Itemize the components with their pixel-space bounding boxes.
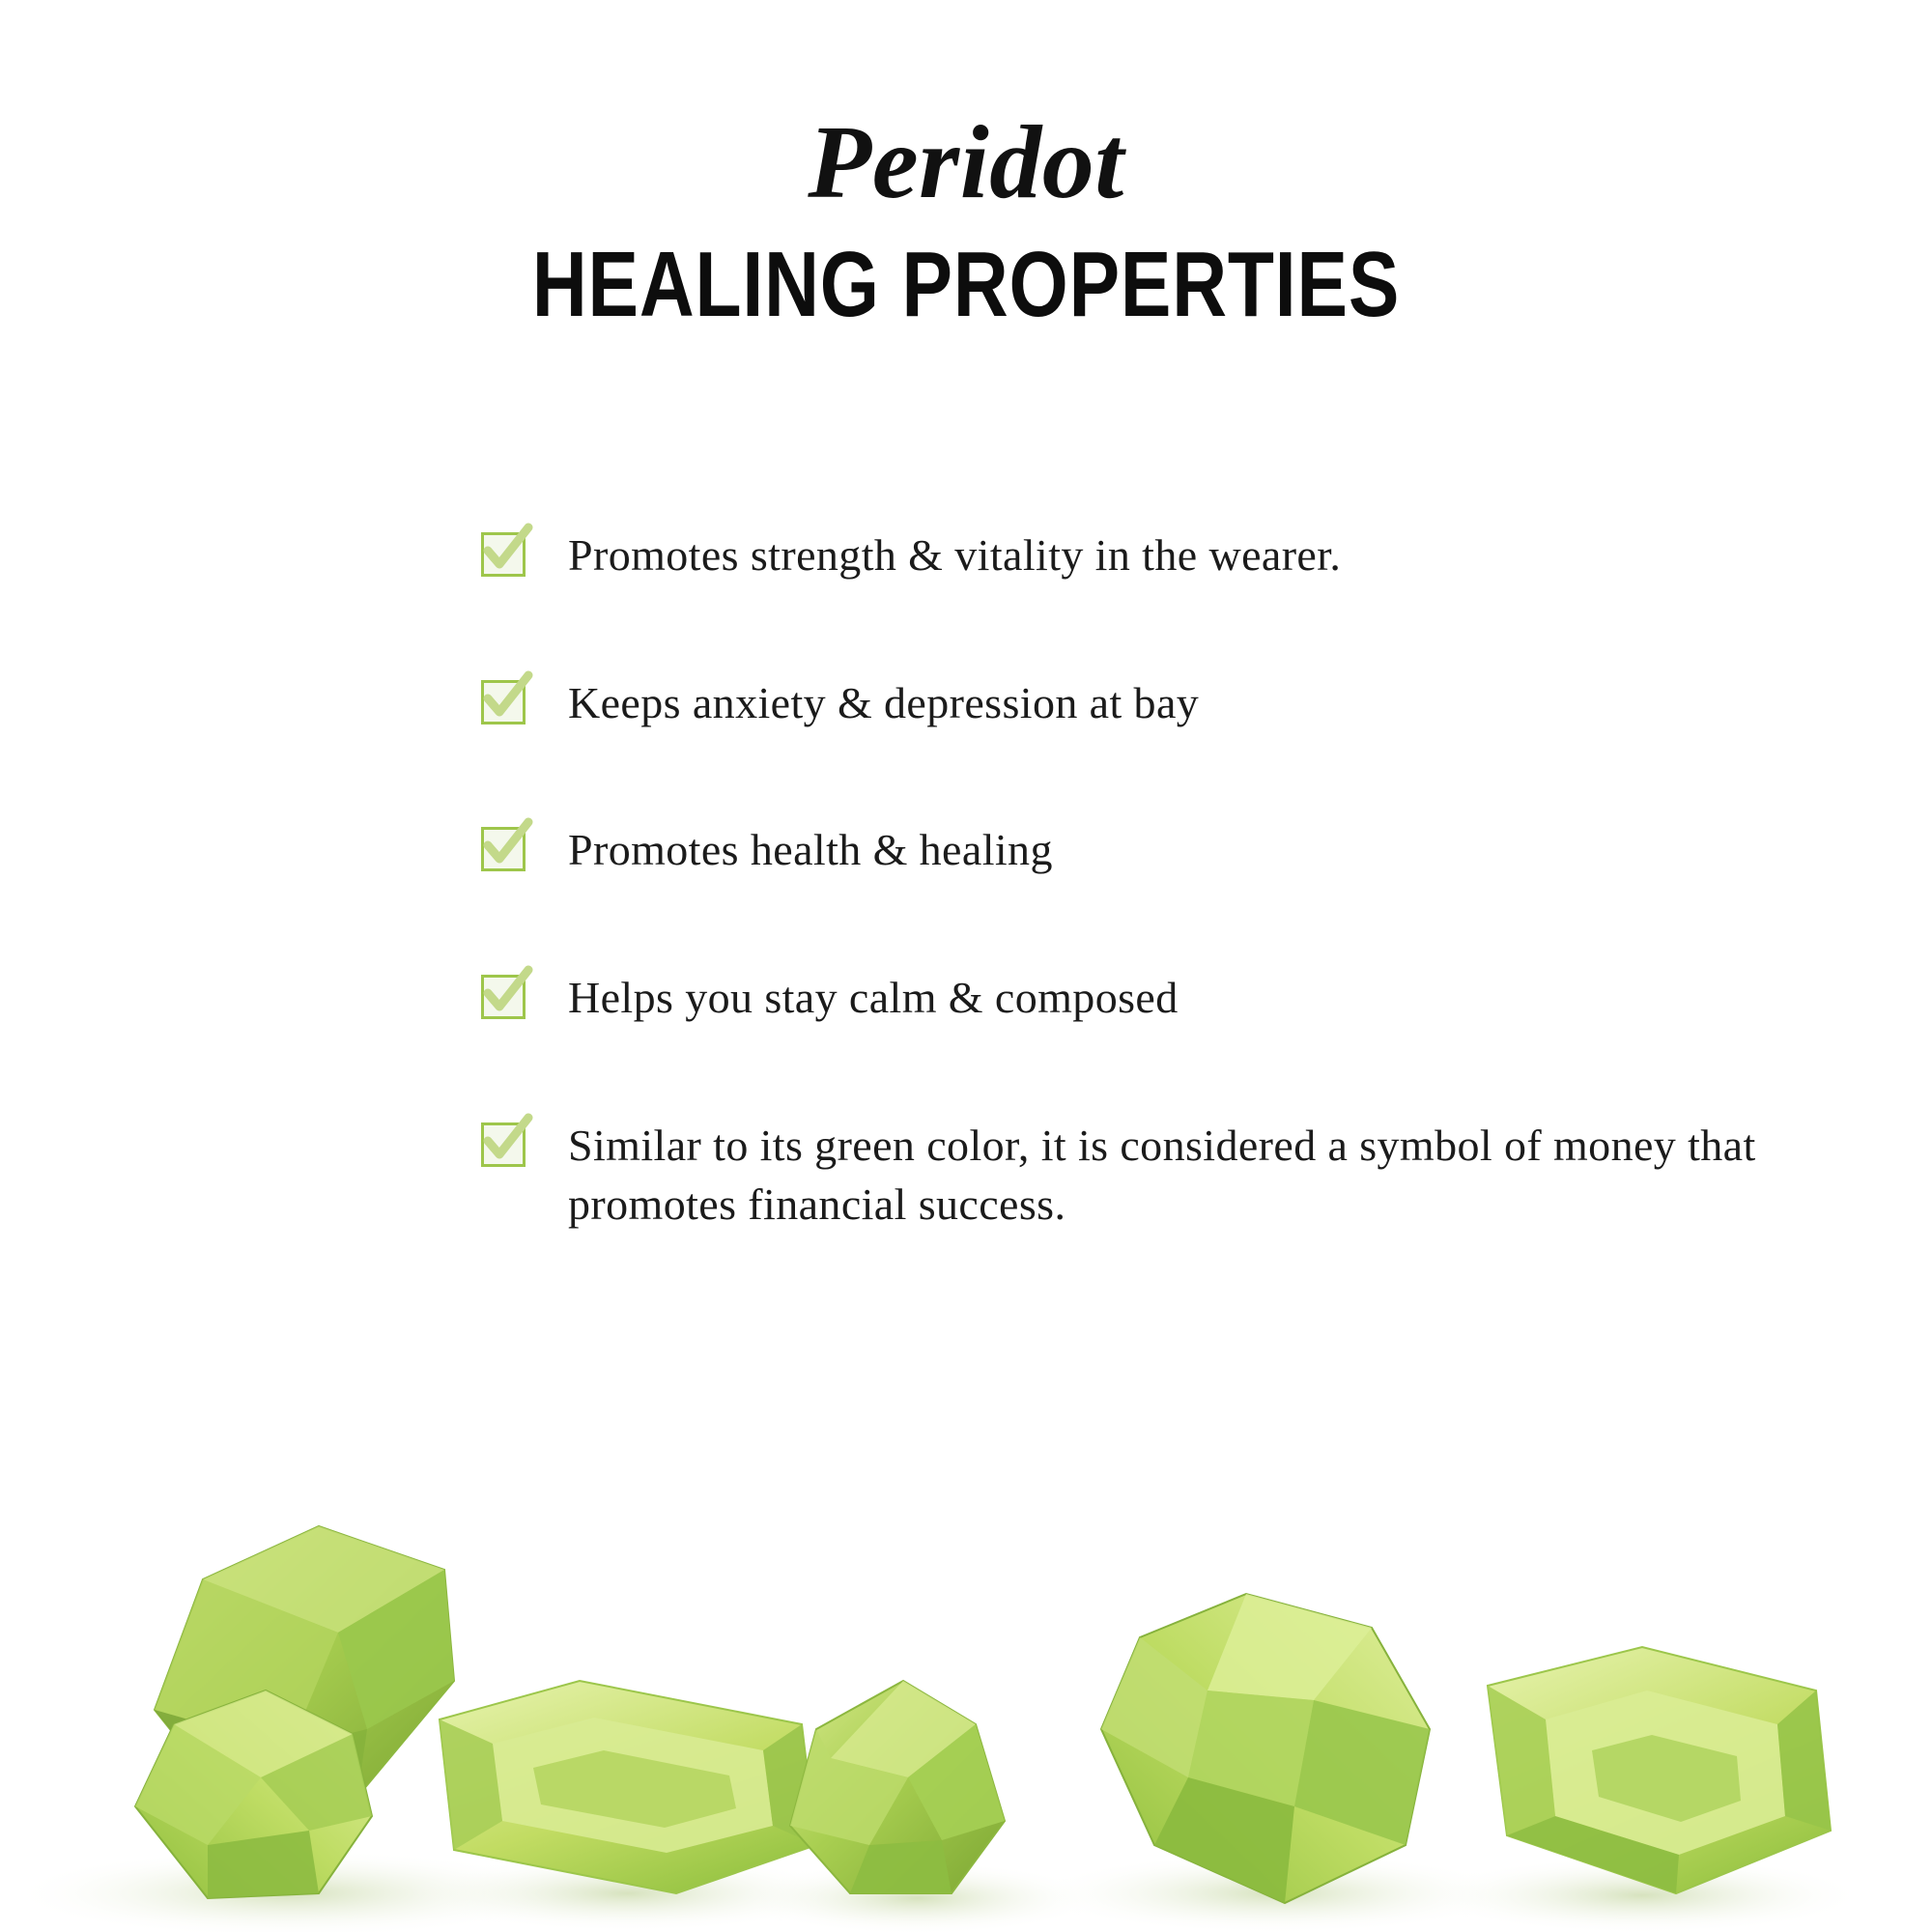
gem-emerald-baguette xyxy=(440,1681,816,1893)
page-title-script: Peridot xyxy=(808,105,1124,220)
list-item-label: Helps you stay calm & composed xyxy=(568,973,1179,1023)
checkmark-icon xyxy=(481,532,526,577)
checkmark-icon xyxy=(481,827,526,871)
list-item xyxy=(481,821,1814,880)
gem-heart xyxy=(1101,1594,1430,1903)
poster-header xyxy=(0,0,1932,337)
list-item xyxy=(481,1117,1814,1234)
gem-princess-square xyxy=(1488,1647,1831,1893)
healing-properties-list xyxy=(481,526,1814,1234)
checkmark-icon xyxy=(481,975,526,1019)
list-item-label: Promotes health & healing xyxy=(568,825,1053,875)
list-item-label: Keeps anxiety & depression at bay xyxy=(568,677,1200,727)
list-item xyxy=(481,526,1814,585)
peridot-gemstones-photo xyxy=(0,1391,1932,1932)
page-title-main: HEALING PROPERTIES xyxy=(531,233,1401,337)
list-item-label: Similar to its green color, it is considered a symbol of money that promotes financial success. xyxy=(568,1120,1756,1229)
gem-pear xyxy=(790,1681,1005,1893)
list-item xyxy=(481,674,1814,733)
list-item xyxy=(481,969,1814,1028)
list-item-label: Promotes strength & vitality in the wearer. xyxy=(568,530,1342,580)
checkmark-icon xyxy=(481,1122,526,1167)
checkmark-icon xyxy=(481,680,526,724)
